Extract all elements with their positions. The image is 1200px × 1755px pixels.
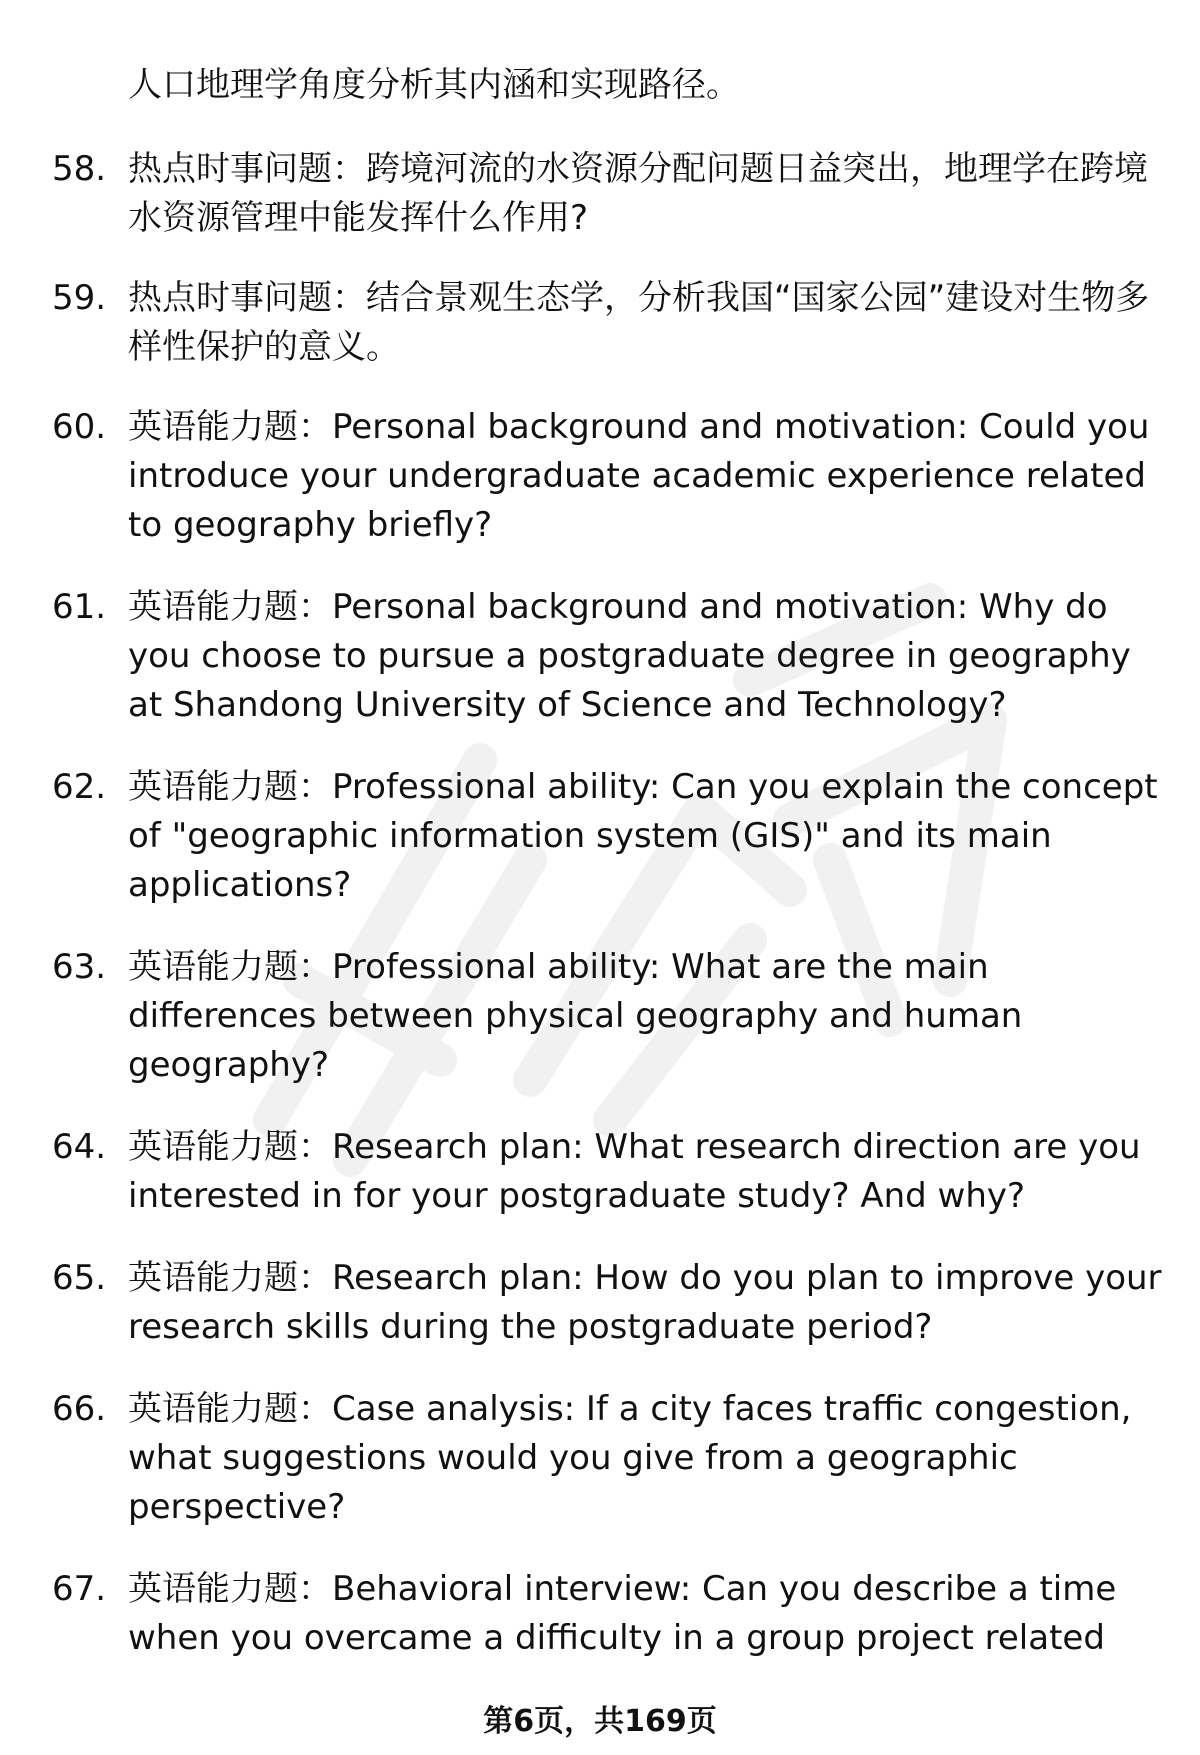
question-text: 英语能力题：Research plan: How do you plan to improve your research skills during the postgraduate period? xyxy=(128,1258,1162,1347)
question-item xyxy=(52,403,1162,550)
question-text: 热点时事问题：结合景观生态学，分析我国“国家公园”建设对生物多样性保护的意义。 xyxy=(128,278,1150,367)
question-item xyxy=(52,763,1162,910)
question-text: 英语能力题：Personal background and motivation: Why do you choose to pursue a postgraduate degree in geography at Shandong University of Science and Technology? xyxy=(128,587,1131,725)
question-number: 61. xyxy=(52,587,107,627)
question-item xyxy=(52,1123,1162,1221)
question-item xyxy=(52,1565,1162,1663)
question-number: 64. xyxy=(52,1127,107,1167)
question-number: 63. xyxy=(52,947,107,987)
question-item xyxy=(52,274,1162,372)
question-number: 65. xyxy=(52,1258,107,1298)
page-footer: 第6页，共169页 xyxy=(483,1704,717,1739)
question-list xyxy=(52,145,1162,1690)
question-item xyxy=(52,1254,1162,1352)
question-text: 热点时事问题：跨境河流的水资源分配问题日益突出，地理学在跨境水资源管理中能发挥什么作用? xyxy=(128,149,1148,238)
question-number: 67. xyxy=(52,1569,107,1609)
question-number: 62. xyxy=(52,767,107,807)
question-text: 英语能力题：Professional ability: Can you explain the concept of "geographic information system (GIS)" and its main applications? xyxy=(128,767,1158,905)
question-text: 英语能力题：Behavioral interview: Can you describe a time when you overcame a difficulty in a group project related xyxy=(128,1569,1117,1658)
question-item xyxy=(52,1385,1162,1532)
question-item xyxy=(52,583,1162,730)
question-text: 英语能力题：Case analysis: If a city faces traffic congestion, what suggestions would you give from a geographic perspective? xyxy=(128,1389,1132,1527)
question-number: 66. xyxy=(52,1389,107,1429)
question-number: 60. xyxy=(52,407,107,447)
question-text: 英语能力题：Research plan: What research direction are you interested in for your postgraduate study? And why? xyxy=(128,1127,1141,1216)
question-number: 58. xyxy=(52,149,107,189)
question-text: 英语能力题：Personal background and motivation: Could you introduce your undergraduate academic experience related to geography briefly? xyxy=(128,407,1150,545)
question-item xyxy=(52,145,1162,243)
question-item xyxy=(52,943,1162,1090)
continuation-line: 人口地理学角度分析其内涵和实现路径。 xyxy=(128,65,740,105)
question-text: 英语能力题：Professional ability: What are the main differences between physical geography and human geography? xyxy=(128,947,1023,1085)
question-number: 59. xyxy=(52,278,107,318)
